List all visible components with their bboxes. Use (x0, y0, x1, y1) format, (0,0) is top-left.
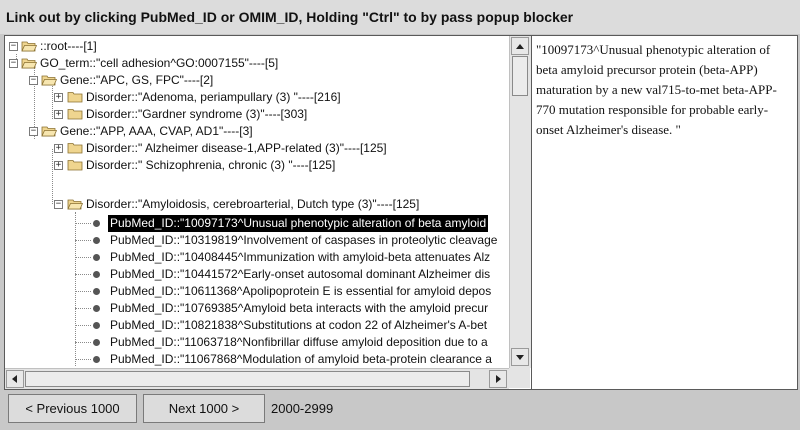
header-bar (0, 0, 800, 34)
pubmed-item[interactable] (5, 300, 509, 317)
expand-icon[interactable]: + (55, 143, 62, 153)
tree-node-label: Disorder::"Adenoma, periampullary (3) "----[216] (86, 90, 341, 104)
bullet-icon (93, 356, 100, 363)
scrollbar-corner (509, 368, 530, 388)
pubmed-link[interactable]: PubMed_ID::"10441572^Early-onset autosomal dominant Alzheimer dis (110, 267, 491, 281)
collapse-icon[interactable]: − (30, 126, 37, 136)
open-folder-icon (67, 198, 83, 210)
bullet-icon (93, 305, 100, 312)
tree-panel (4, 35, 532, 390)
bullet-icon (93, 254, 100, 261)
open-folder-icon (21, 40, 37, 52)
horizontal-scrollbar[interactable] (5, 368, 509, 389)
tree-node-disorder[interactable] (5, 140, 505, 157)
tree-node-gene[interactable] (5, 72, 505, 89)
tree-node-disorder[interactable] (5, 89, 505, 106)
folder-icon (67, 142, 83, 154)
pubmed-item[interactable] (5, 351, 509, 366)
tree-node-gene[interactable] (5, 123, 505, 140)
pubmed-link[interactable]: PubMed_ID::"10408445^Immunization with amyloid-beta attenuates Alz (110, 250, 491, 264)
bullet-icon (93, 271, 100, 278)
open-folder-icon (41, 74, 57, 86)
collapse-icon[interactable]: − (55, 199, 62, 209)
pubmed-item[interactable] (5, 317, 509, 334)
tree-view (5, 36, 509, 366)
pubmed-item[interactable] (5, 232, 509, 249)
page-title: Link out by clicking PubMed_ID or OMIM_ID, Holding "Ctrl" to by pass popup blocker (6, 9, 574, 25)
scroll-up-button[interactable] (511, 37, 529, 55)
bullet-icon (93, 220, 100, 227)
scroll-down-button[interactable] (511, 348, 529, 366)
folder-icon (67, 91, 83, 103)
scroll-left-button[interactable] (6, 370, 24, 388)
folder-icon (67, 159, 83, 171)
tree-node-label: Gene::"APC, GS, FPC"----[2] (60, 73, 214, 87)
pubmed-item[interactable] (5, 215, 509, 232)
detail-text: "10097173^Unusual phenotypic alteration of beta amyloid precursor protein (beta-APP) maturation by a new val715-to-met beta-APP-770 mutation responsible for probable early-onset Alzheimer's disease. " (536, 42, 777, 137)
tree-node-disorder[interactable] (5, 106, 505, 123)
open-folder-icon (41, 125, 57, 137)
collapse-icon[interactable]: − (10, 58, 17, 68)
vertical-scroll-thumb[interactable] (512, 56, 528, 96)
collapse-icon[interactable]: − (10, 41, 17, 51)
tree-node-label: GO_term::"cell adhesion^GO:0007155"----[5] (40, 56, 279, 70)
scroll-right-button[interactable] (489, 370, 507, 388)
pubmed-link[interactable]: PubMed_ID::"10097173^Unusual phenotypic alteration of beta amyloid (110, 216, 487, 230)
tree-node-label: Disorder::"Gardner syndrome (3)"----[303] (86, 107, 308, 121)
tree-node-label: Disorder::" Schizophrenia, chronic (3) "----[125] (86, 158, 336, 172)
collapse-icon[interactable]: − (30, 75, 37, 85)
pubmed-item[interactable] (5, 249, 509, 266)
page-range-label: 2000-2999 (271, 401, 334, 416)
tree-node-disorder[interactable] (5, 157, 505, 174)
open-folder-icon (21, 57, 37, 69)
tree-node-label: Disorder::"Amyloidosis, cerebroarterial, Dutch type (3)"----[125] (86, 197, 420, 211)
horizontal-scroll-thumb[interactable] (25, 371, 470, 387)
bullet-icon (93, 288, 100, 295)
folder-icon (67, 108, 83, 120)
pubmed-link[interactable]: PubMed_ID::"10769385^Amyloid beta interacts with the amyloid precur (110, 301, 489, 315)
pubmed-link[interactable]: PubMed_ID::"11067868^Modulation of amyloid beta-protein clearance a (110, 352, 492, 366)
pubmed-link[interactable]: PubMed_ID::"11063718^Nonfibrillar diffuse amyloid deposition due to a (110, 335, 488, 349)
vertical-scrollbar[interactable] (509, 36, 531, 368)
tree-node-label: Disorder::" Alzheimer disease-1,APP-related (3)"----[125] (86, 141, 387, 155)
pubmed-item[interactable] (5, 266, 509, 283)
pubmed-link[interactable]: PubMed_ID::"10611368^Apolipoprotein E is essential for amyloid depos (110, 284, 492, 298)
tree-node-root[interactable] (5, 38, 505, 55)
tree-node-label: Gene::"APP, AAA, CVAP, AD1"----[3] (60, 124, 253, 138)
expand-icon[interactable]: + (55, 160, 62, 170)
previous-page-button[interactable]: < Previous 1000 (8, 394, 137, 423)
pubmed-item[interactable] (5, 334, 509, 351)
pubmed-link[interactable]: PubMed_ID::"10821838^Substitutions at codon 22 of Alzheimer's A-bet (110, 318, 488, 332)
detail-panel (531, 35, 798, 390)
expand-icon[interactable]: + (55, 92, 62, 102)
bullet-icon (93, 237, 100, 244)
expand-icon[interactable]: + (55, 109, 62, 119)
pubmed-item[interactable] (5, 283, 509, 300)
tree-node-label: ::root----[1] (40, 39, 97, 53)
bullet-icon (93, 322, 100, 329)
next-page-button[interactable]: Next 1000 > (143, 394, 265, 423)
tree-node-disorder[interactable] (5, 196, 505, 213)
bullet-icon (93, 339, 100, 346)
pubmed-link[interactable]: PubMed_ID::"10319819^Involvement of caspases in proteolytic cleavage (110, 233, 498, 247)
tree-node-go-term[interactable] (5, 55, 505, 72)
